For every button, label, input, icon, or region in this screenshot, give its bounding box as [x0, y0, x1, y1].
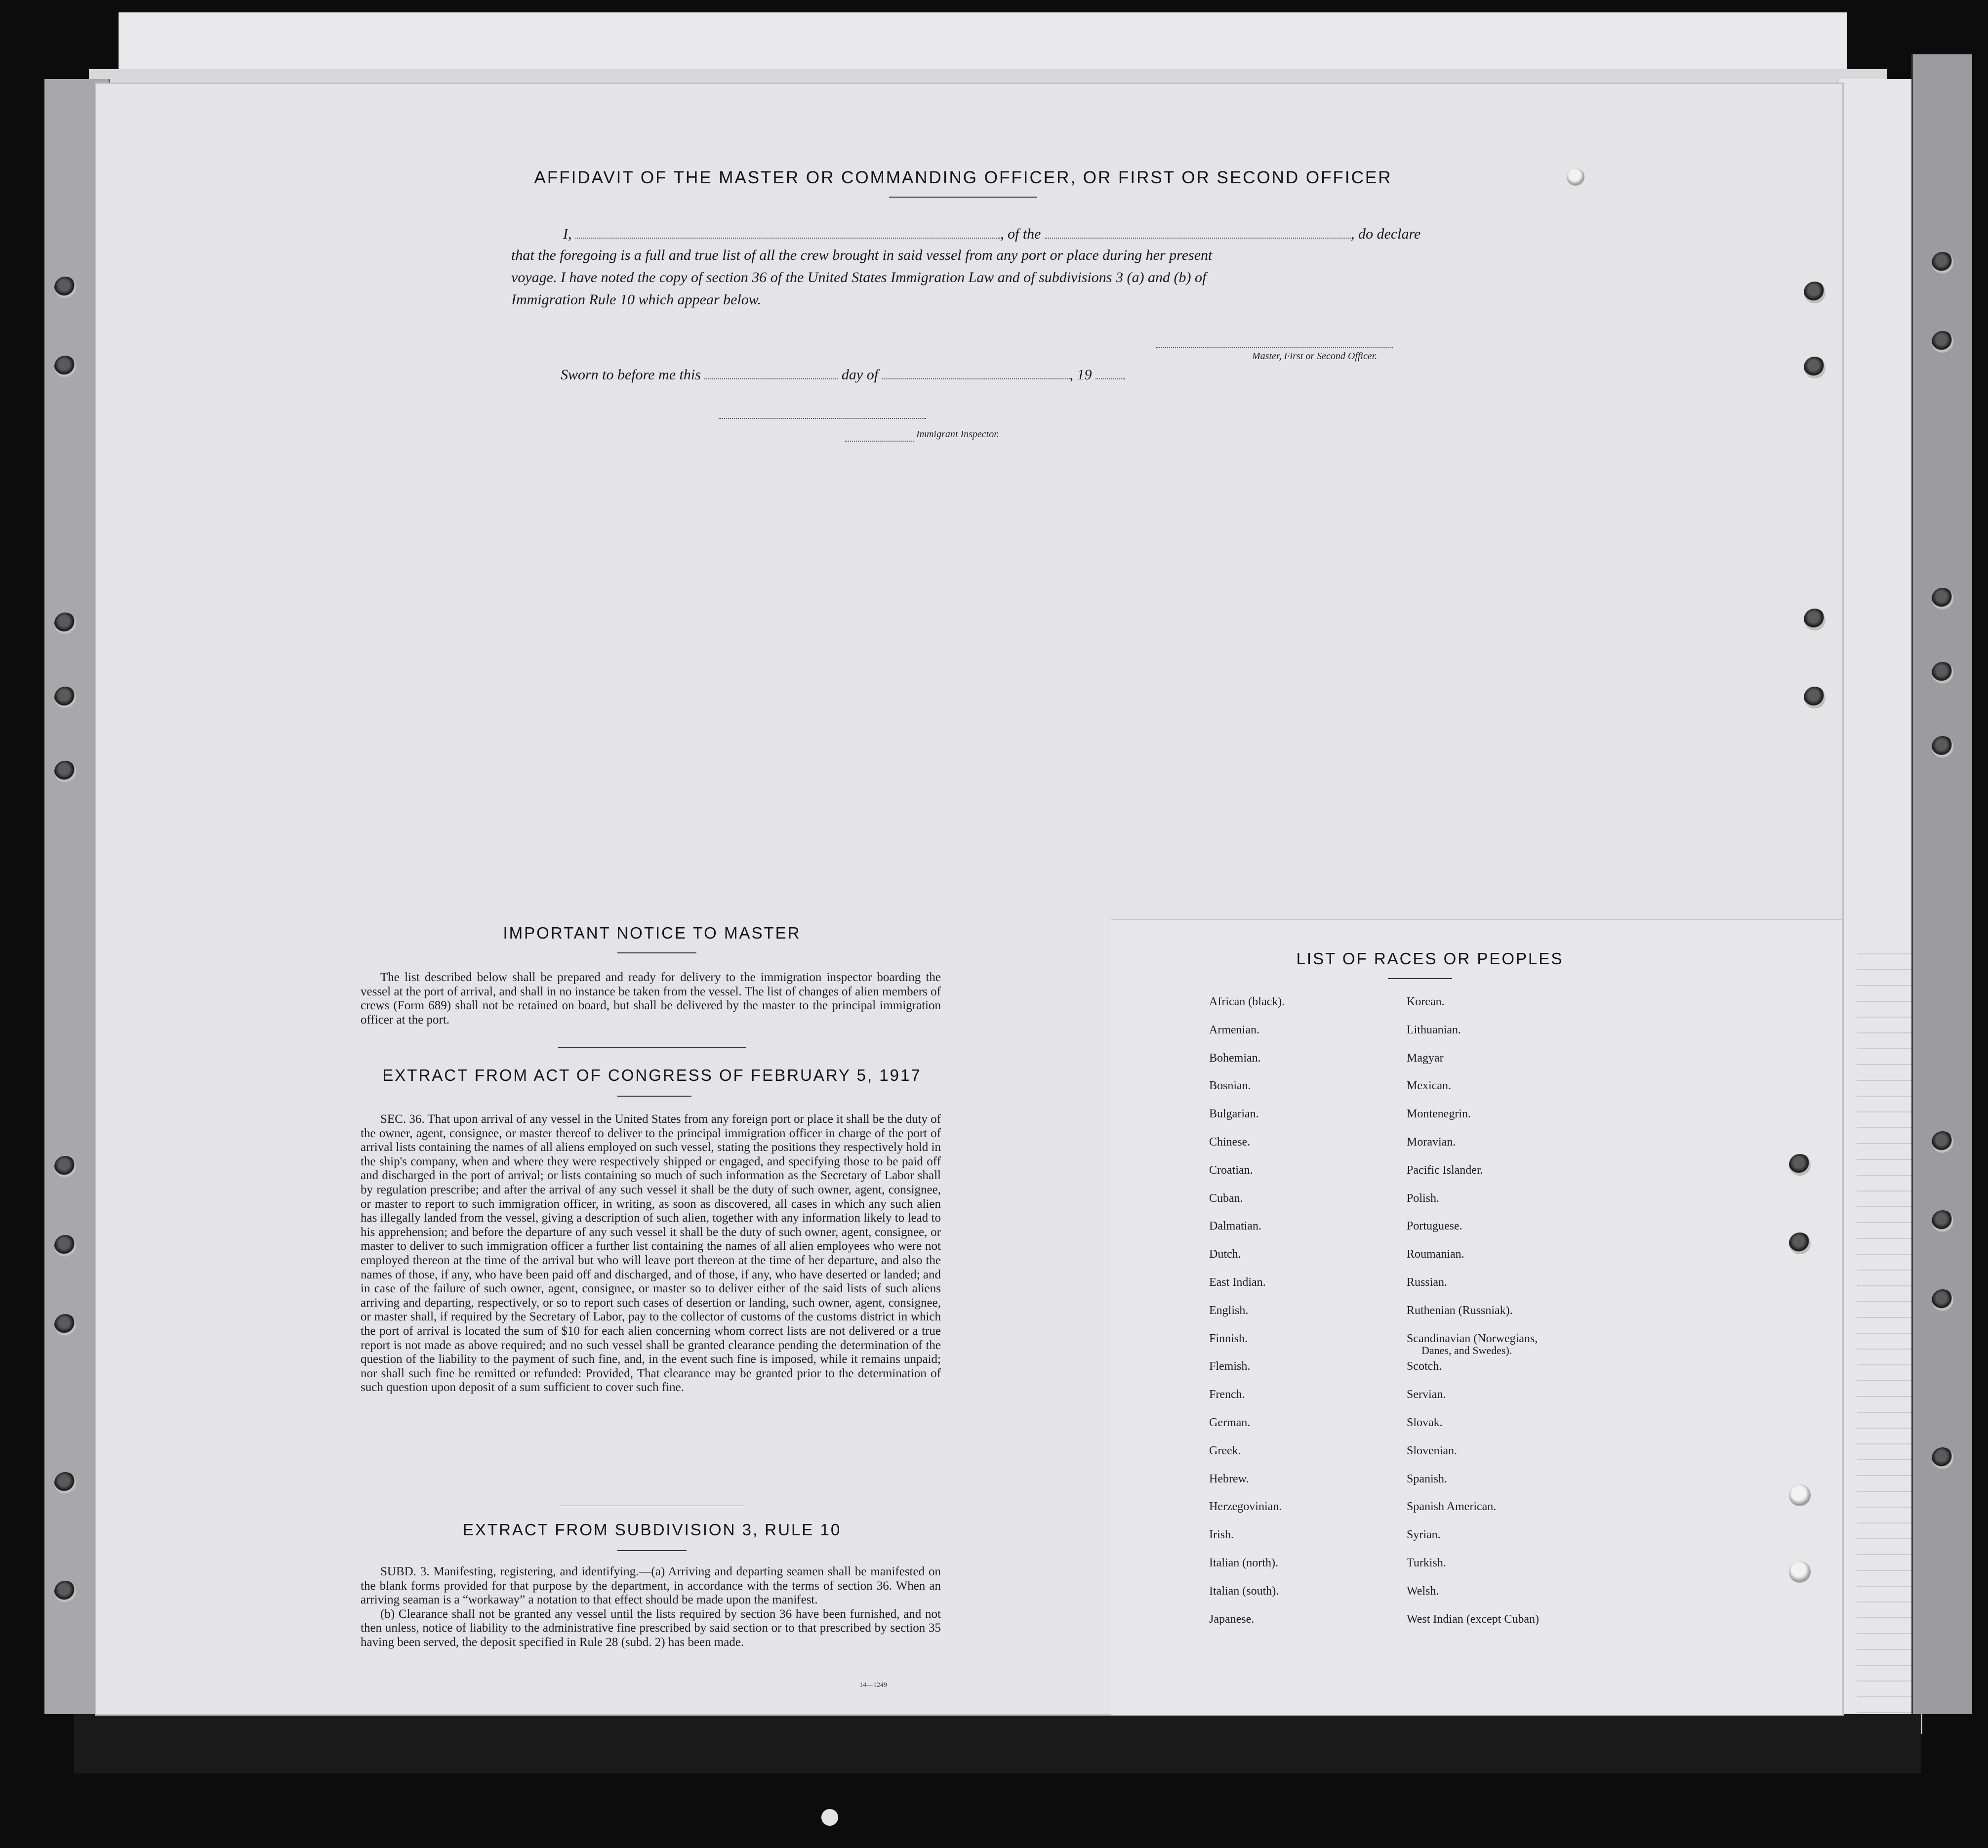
subd-3-a-paragraph: SUBD. 3. Manifesting, registering, and identifying.—(a) Arriving and departing seamen shall be manifested on the blank forms provided for that purpose by the department, in accordance with the terms of section 36. When an arriving seaman is a “workaway” a notation to that effect should be made upon the manifest. — [361, 1565, 941, 1607]
affidavit-line-2: that the foregoing is a full and true list of all the crew brought in said vessel from any port or place during her present — [511, 247, 1213, 263]
race-list-item: Bosnian. — [1209, 1079, 1251, 1093]
punch-hole-icon — [54, 613, 76, 634]
race-list-item: Pacific Islander. — [1407, 1163, 1483, 1177]
race-list-item: Korean. — [1407, 995, 1445, 1008]
punch-hole-icon — [1932, 588, 1953, 610]
bottom-edge — [74, 1714, 1921, 1773]
races-title: LIST OF RACES OR PEOPLES — [1296, 949, 1564, 968]
race-list-item: Syrian. — [1407, 1528, 1441, 1542]
day-field[interactable] — [704, 366, 838, 379]
divider — [617, 1096, 691, 1097]
name-field[interactable] — [575, 225, 1000, 239]
punch-hole-icon — [54, 1581, 76, 1602]
divider — [617, 1550, 687, 1551]
punch-hole-icon — [1804, 609, 1826, 630]
notice-title: IMPORTANT NOTICE TO MASTER — [503, 924, 801, 942]
race-list-item: Croatian. — [1209, 1163, 1253, 1177]
race-list-item: Ruthenian (Russniak). — [1407, 1304, 1513, 1317]
punch-hole-icon — [1804, 687, 1826, 708]
right-binding-strip — [1911, 54, 1972, 1714]
punch-hole-icon — [1932, 1131, 1953, 1153]
punch-hole-icon — [54, 356, 76, 377]
notice-paragraph: The list described below shall be prepared and ready for delivery to the immigration inspector boarding the vessel at the port of arrival, and shall in no instance be taken from the vessel. The list of changes of alien members of crews (Form 689) shall not be retained on board, but shall be delivered by the master to the principal immigration officer at the port. — [361, 971, 941, 1027]
race-list-item: West Indian (except Cuban) — [1407, 1612, 1539, 1626]
punch-hole-icon — [1932, 736, 1953, 758]
punch-hole-icon — [54, 687, 76, 708]
race-list-item: German. — [1209, 1416, 1251, 1429]
races-left-column — [1209, 995, 1397, 1638]
race-list-item-continuation: Danes, and Swedes). — [1421, 1344, 1512, 1356]
race-list-item: French. — [1209, 1388, 1245, 1401]
inspector-line — [845, 428, 914, 442]
section-36-paragraph: SEC. 36. That upon arrival of any vessel in the United States from any foreign port or place it shall be the duty of the owner, agent, consignee, or master thereof to deliver to the principal immigration officer in charge of the port of arrival lists containing the names of all aliens employed on such vessel, stating the positions they respectively hold in the ship's company, when and where they were respectively shipped or engaged, and specifying those to be paid off and discharged in the port of arrival; or lists containing so much of such information as the Secretary of Labor shall by regulation prescribe; and after the arrival of any such vessel it shall be the duty of such owner, agent, consignee, or master to report to such immigration officer, in writing, as soon as discovered, all cases in which any such alien has illegally landed from the vessel, giving a description of such alien, together with any information likely to lead to his apprehension; and before the departure of any such vessel it shall be the duty of such owner, agent, consignee, or master to deliver to such immigration officer a further list containing the names of all alien employees who were not employed thereon at the time of the arrival but who will leave port thereon at the time of her departure, and also the names of those, if any, who have been paid off and discharged, and of those, if any, who have deserted or landed; and in case of the failure of such owner, agent, consignee, or master so to deliver either of the said lists of such aliens arriving and departing, respectively, or so to report such cases of desertion or landing, such owner, agent, consignee, or master shall, if required by the Secretary of Labor, pay to the collector of customs of the customs district in which the port of arrival is located the sum of $10 for each alien concerning whom correct lists are not delivered or a true report is not made as above required; and no such vessel shall be granted clearance pending the determination of the question of the liability to the payment of such fine, and, in the event such fine is imposed, while it remains unpaid; nor shall such fine be remitted or refunded: Provided, That clearance may be granted prior to the determination of such question upon deposit of a sum sufficient to cover such fine. — [361, 1112, 941, 1395]
race-list-item: Slovak. — [1407, 1416, 1443, 1429]
punch-hole-icon — [1804, 282, 1826, 303]
punch-hole-icon — [1804, 357, 1826, 378]
affidavit-line-4: Immigration Rule 10 which appear below. — [511, 291, 762, 308]
race-list-item: Japanese. — [1209, 1612, 1255, 1626]
race-list-item: East Indian. — [1209, 1276, 1266, 1289]
race-list-item: Herzegovinian. — [1209, 1500, 1282, 1514]
race-list-item: Italian (south). — [1209, 1584, 1279, 1598]
race-list-item: Mexican. — [1407, 1079, 1451, 1093]
inspector-signature-field[interactable] — [719, 405, 926, 419]
affidavit-line-1 — [563, 225, 1420, 243]
race-list-item: Scotch. — [1407, 1360, 1442, 1373]
punch-hole-icon — [1789, 1154, 1811, 1176]
race-list-item: Scandinavian (Norwegians, — [1407, 1332, 1538, 1345]
race-list-item: Dutch. — [1209, 1248, 1241, 1261]
subd-3-b-paragraph: (b) Clearance shall not be granted any vessel until the lists required by section 36 have been furnished, and not then unless, notice of liability to the administrative fine prescribed by said section or to that prescribed by section 35 having been served, the deposit specified in Rule 28 (subd. 2) has been made. — [361, 1607, 941, 1649]
punch-hole-icon — [1932, 252, 1953, 274]
punch-hole-icon — [54, 1314, 76, 1336]
signature-caption: Master, First or Second Officer. — [1252, 351, 1378, 362]
race-list-item: Welsh. — [1407, 1584, 1439, 1598]
race-list-item: Russian. — [1407, 1276, 1448, 1289]
punch-hole-icon — [54, 1472, 76, 1494]
inspector-caption: Immigrant Inspector. — [916, 429, 999, 440]
year-field[interactable] — [1095, 366, 1125, 379]
race-list-item: Bohemian. — [1209, 1051, 1261, 1065]
extract-rule-title: EXTRACT FROM SUBDIVISION 3, RULE 10 — [462, 1520, 842, 1539]
race-list-item: African (black). — [1209, 995, 1285, 1008]
affidavit-line-3: voyage. I have noted the copy of section 36 of the United States Immigration Law and of subdivisions 3 (a) and (b) of — [511, 269, 1207, 286]
of-the-label: , of the — [1000, 226, 1041, 242]
day-of-label: day of — [841, 367, 879, 383]
divider — [617, 952, 696, 953]
race-list-item: Roumanian. — [1407, 1248, 1464, 1261]
sworn-label: Sworn to before me this — [561, 367, 701, 383]
race-list-item: Greek. — [1209, 1444, 1241, 1457]
form-code: 14—1249 — [859, 1682, 887, 1689]
punch-hole-icon — [1932, 1447, 1953, 1469]
punch-hole-icon — [821, 1809, 838, 1826]
punch-hole-icon — [1789, 1484, 1811, 1506]
ruled-lines — [1857, 939, 1916, 1719]
punch-hole-icon — [1932, 331, 1953, 353]
race-list-item: Bulgarian. — [1209, 1108, 1259, 1121]
punch-hole-icon — [1932, 1210, 1953, 1232]
year-label: , 19 — [1069, 367, 1092, 383]
race-list-item: Irish. — [1209, 1528, 1234, 1542]
do-declare-label: , do declare — [1351, 226, 1421, 242]
races-right-column — [1407, 995, 1614, 1638]
race-list-item: Servian. — [1407, 1388, 1446, 1401]
race-list-item: Flemish. — [1209, 1360, 1251, 1373]
divider — [889, 197, 1037, 198]
month-field[interactable] — [882, 366, 1070, 379]
divider — [1388, 978, 1452, 979]
extract-rule-text — [361, 1565, 941, 1650]
race-list-item: Lithuanian. — [1407, 1023, 1461, 1036]
race-list-item: Turkish. — [1407, 1557, 1446, 1569]
sworn-line — [561, 366, 1125, 383]
punch-hole-icon — [54, 1235, 76, 1257]
race-list-item: Magyar — [1407, 1051, 1444, 1065]
signature-field[interactable] — [1156, 334, 1393, 348]
race-list-item: Montenegrin. — [1407, 1108, 1471, 1121]
i-label: I, — [563, 226, 572, 242]
punch-hole-icon — [1932, 1289, 1953, 1311]
notice-text — [361, 971, 941, 1027]
race-list-item: Italian (north). — [1209, 1557, 1278, 1569]
punch-hole-icon — [1567, 168, 1584, 186]
race-list-item: Finnish. — [1209, 1332, 1248, 1345]
punch-hole-icon — [1932, 662, 1953, 684]
affidavit-title: AFFIDAVIT OF THE MASTER OR COMMANDING OFFICER, OR FIRST OR SECOND OFFICER — [534, 168, 1392, 187]
race-list-item: Polish. — [1407, 1191, 1440, 1205]
race-list-item: Slovenian. — [1407, 1444, 1457, 1457]
race-list-item: Dalmatian. — [1209, 1220, 1261, 1233]
race-list-item: Chinese. — [1209, 1136, 1251, 1149]
punch-hole-icon — [1789, 1561, 1811, 1583]
punch-hole-icon — [54, 1156, 76, 1178]
race-list-item: Moravian. — [1407, 1136, 1456, 1149]
extract-act-text — [361, 1112, 941, 1395]
extract-act-title: EXTRACT FROM ACT OF CONGRESS OF FEBRUARY 5, 1917 — [382, 1066, 922, 1084]
race-list-item: Hebrew. — [1209, 1472, 1249, 1485]
race-list-item: Spanish. — [1407, 1472, 1448, 1485]
punch-hole-icon — [54, 277, 76, 298]
punch-hole-icon — [54, 761, 76, 782]
punch-hole-icon — [1789, 1232, 1811, 1254]
race-list-item: Armenian. — [1209, 1023, 1259, 1036]
divider — [558, 1047, 746, 1048]
race-list-item: English. — [1209, 1304, 1249, 1317]
race-list-item: Cuban. — [1209, 1191, 1243, 1205]
race-list-item: Portuguese. — [1407, 1220, 1462, 1233]
race-list-item: Spanish American. — [1407, 1500, 1497, 1514]
vessel-field[interactable] — [1045, 225, 1351, 239]
